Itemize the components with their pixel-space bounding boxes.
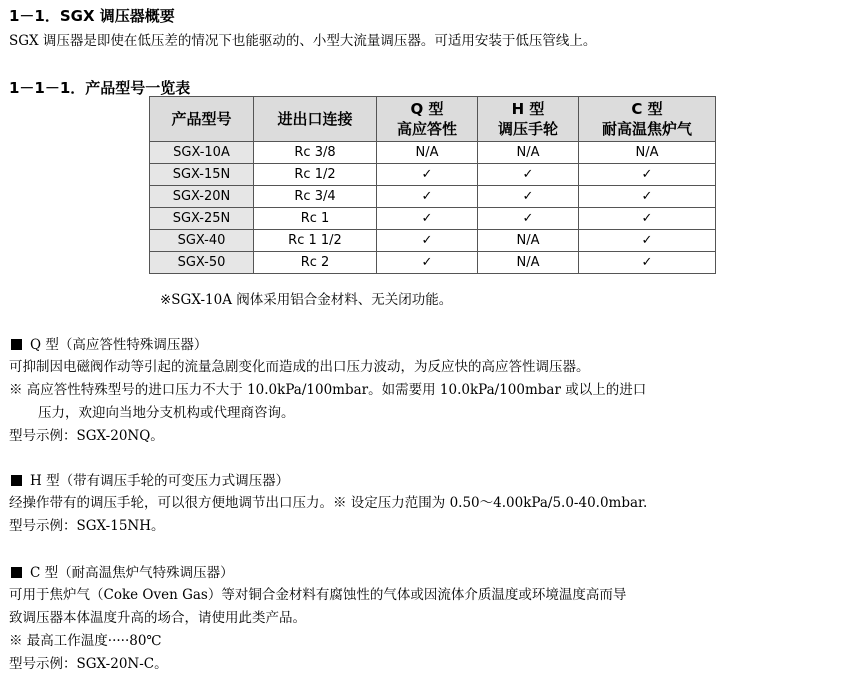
section-intro: SGX 调压器是即使在低压差的情况下也能驱动的、小型大流量调压器。可适用安装于低压管线上。 — [9, 33, 597, 49]
h-type-heading: H 型（带有调压手轮的可变压力式调压器） — [11, 469, 289, 489]
cell-q: ✓ — [377, 186, 478, 208]
cell-q: ✓ — [377, 208, 478, 230]
c-type-temp-note: ※ 最高工作温度·····80℃ — [9, 633, 162, 649]
cell-h: ✓ — [478, 186, 579, 208]
cell-h: ✓ — [478, 164, 579, 186]
header-connection: 进出口连接 — [254, 97, 377, 142]
h-type-desc: 经操作带有的调压手轮，可以很方便地调节出口压力。※ 设定压力范围为 0.50～4.00kPa/5.0-40.0mbar. — [9, 495, 648, 511]
cell-connection: Rc 3/8 — [254, 142, 377, 164]
header-model: 产品型号 — [150, 97, 254, 142]
header-c-type: C 型 耐高温焦炉气 — [579, 97, 716, 142]
model-table — [149, 96, 716, 274]
table-header-row — [150, 97, 716, 142]
section-title: 1－1．SGX 调压器概要 — [9, 7, 175, 25]
cell-q: ✓ — [377, 164, 478, 186]
square-bullet-icon — [11, 567, 22, 578]
cell-h: N/A — [478, 252, 579, 274]
table-row — [150, 208, 716, 230]
cell-c: ✓ — [579, 164, 716, 186]
cell-model: SGX-20N — [150, 186, 254, 208]
cell-model: SGX-25N — [150, 208, 254, 230]
cell-h: N/A — [478, 142, 579, 164]
table-row — [150, 164, 716, 186]
cell-q: N/A — [377, 142, 478, 164]
cell-c: N/A — [579, 142, 716, 164]
c-type-desc: 可用于焦炉气（Coke Oven Gas）等对铜合金材料有腐蚀性的气体或因流体介质温度或环境温度高而导 — [9, 587, 627, 603]
cell-c: ✓ — [579, 230, 716, 252]
cell-q: ✓ — [377, 252, 478, 274]
c-type-desc-cont: 致调压器本体温度升高的场合，请使用此类产品。 — [9, 610, 306, 626]
table-note: ※SGX-10A 阀体采用铝合金材料、无关闭功能。 — [160, 292, 453, 308]
q-type-desc: 可抑制因电磁阀作动等引起的流量急剧变化而造成的出口压力波动，为反应快的高应答性调压器。 — [9, 359, 590, 375]
cell-model: SGX-10A — [150, 142, 254, 164]
square-bullet-icon — [11, 475, 22, 486]
cell-c: ✓ — [579, 208, 716, 230]
subsection-title: 1－1－1．产品型号一览表 — [9, 79, 191, 97]
q-type-note: ※ 高应答性特殊型号的进口压力不大于 10.0kPa/100mbar。如需要用 10.0kPa/100mbar 或以上的进口 — [9, 382, 647, 398]
table-row — [150, 252, 716, 274]
q-type-heading: Q 型（高应答性特殊调压器） — [11, 333, 207, 353]
table-row — [150, 142, 716, 164]
table-row — [150, 186, 716, 208]
header-q-type: Q 型 高应答性 — [377, 97, 478, 142]
cell-c: ✓ — [579, 186, 716, 208]
cell-c: ✓ — [579, 252, 716, 274]
header-h-type: H 型 调压手轮 — [478, 97, 579, 142]
cell-model: SGX-15N — [150, 164, 254, 186]
cell-q: ✓ — [377, 230, 478, 252]
c-type-example: 型号示例：SGX-20N-C。 — [9, 656, 168, 672]
cell-connection: Rc 1/2 — [254, 164, 377, 186]
c-type-heading: C 型（耐高温焦炉气特殊调压器） — [11, 561, 234, 581]
q-type-example: 型号示例：SGX-20NQ。 — [9, 428, 164, 444]
cell-connection: Rc 2 — [254, 252, 377, 274]
q-type-note-cont: 压力，欢迎向当地分支机构或代理商咨询。 — [38, 405, 295, 421]
cell-connection: Rc 3/4 — [254, 186, 377, 208]
cell-connection: Rc 1 1/2 — [254, 230, 377, 252]
cell-connection: Rc 1 — [254, 208, 377, 230]
square-bullet-icon — [11, 339, 22, 350]
cell-model: SGX-40 — [150, 230, 254, 252]
h-type-example: 型号示例：SGX-15NH。 — [9, 518, 165, 534]
cell-model: SGX-50 — [150, 252, 254, 274]
cell-h: ✓ — [478, 208, 579, 230]
cell-h: N/A — [478, 230, 579, 252]
table-row — [150, 230, 716, 252]
